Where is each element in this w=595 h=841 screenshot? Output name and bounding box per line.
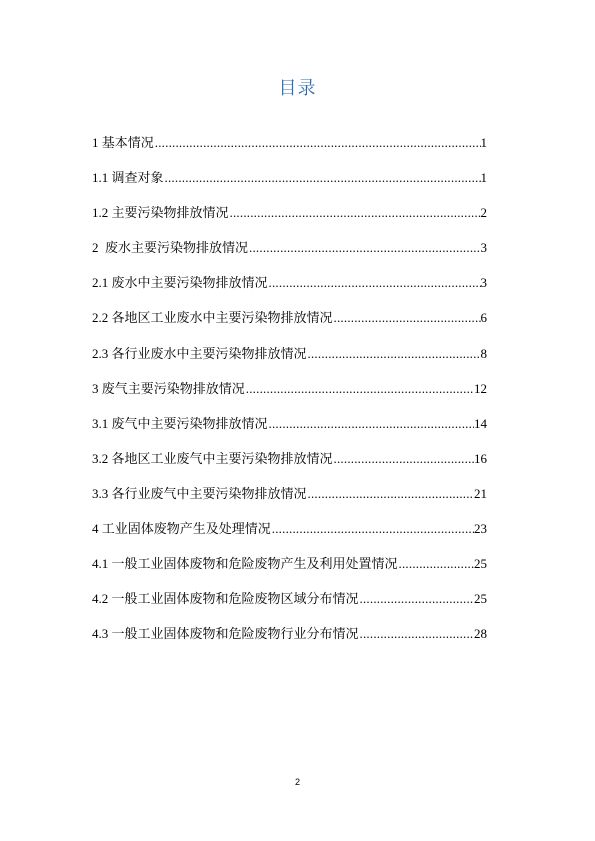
- toc-entry[interactable]: [92, 415, 487, 450]
- toc-entry[interactable]: [92, 485, 487, 520]
- page-title: 目录: [278, 78, 317, 98]
- dot-leader: [248, 239, 480, 257]
- toc-entry[interactable]: [92, 380, 487, 415]
- toc-entry[interactable]: [92, 520, 487, 555]
- toc-entry-page: 28: [474, 626, 487, 642]
- toc-entry-title: 2 废水主要污染物排放情况: [92, 240, 249, 256]
- page-number: 2: [294, 777, 300, 787]
- toc-entry-title: 2.1 废水中主要污染物排放情况: [92, 275, 268, 291]
- toc-entry-title: 4.3 一般工业固体废物和危险废物行业分布情况: [92, 626, 359, 642]
- dot-leader: [164, 169, 481, 187]
- dot-leader: [245, 380, 474, 398]
- toc-entry-page: 23: [474, 521, 487, 537]
- toc-entry-title: 4 工业固体废物产生及处理情况: [92, 521, 271, 537]
- toc-entry[interactable]: [92, 274, 487, 309]
- toc-entry-title: 3 废气主要污染物排放情况: [92, 380, 245, 396]
- dot-leader: [333, 309, 481, 327]
- toc-entry-title: 2.3 各行业废水中主要污染物排放情况: [92, 345, 307, 361]
- toc-entry[interactable]: [92, 309, 487, 344]
- toc-entry-page: 1: [480, 170, 487, 186]
- dot-leader: [359, 625, 474, 643]
- toc-entry[interactable]: [92, 239, 487, 274]
- toc-entry[interactable]: [92, 204, 487, 239]
- toc-entry-page: 12: [474, 380, 487, 396]
- toc-entry[interactable]: [92, 450, 487, 485]
- toc-entry[interactable]: [92, 625, 487, 660]
- dot-leader: [398, 555, 474, 573]
- toc-entry[interactable]: [92, 345, 487, 380]
- toc-entry[interactable]: [92, 555, 487, 590]
- toc-entry-page: 1: [480, 135, 487, 150]
- toc-entry-page: 14: [474, 415, 487, 431]
- toc-entry-title: 4.1 一般工业固体废物和危险废物产生及利用处置情况: [92, 556, 398, 572]
- dot-leader: [307, 345, 481, 363]
- toc-entry[interactable]: [92, 134, 487, 169]
- toc-entry[interactable]: [92, 169, 487, 204]
- toc-entry[interactable]: [92, 590, 487, 625]
- toc-entry-title: 2.2 各地区工业废水中主要污染物排放情况: [92, 310, 333, 326]
- toc-entry-page: 2: [480, 205, 487, 221]
- toc-entry-page: 3: [480, 275, 487, 291]
- toc-entry-title: 4.2 一般工业固体废物和危险废物区域分布情况: [92, 591, 359, 607]
- toc-entry-page: 25: [474, 591, 487, 607]
- toc-entry-page: 8: [480, 345, 487, 361]
- toc-entry-title: 3.1 废气中主要污染物排放情况: [92, 415, 268, 431]
- toc-entry-page: 16: [474, 450, 487, 466]
- toc-entry-page: 21: [474, 485, 487, 501]
- toc-entry-title: 3.3 各行业废气中主要污染物排放情况: [92, 485, 307, 501]
- toc-entry-title: 1.1 调查对象: [92, 170, 164, 186]
- dot-leader: [271, 520, 474, 538]
- dot-leader: [333, 450, 474, 468]
- dot-leader: [229, 204, 481, 222]
- dot-leader: [359, 590, 474, 608]
- toc-entry-title: 1.2 主要污染物排放情况: [92, 205, 229, 221]
- toc-entry-title: 1 基本情况: [92, 135, 154, 150]
- toc-entry-page: 3: [480, 240, 487, 256]
- toc-entry-page: 6: [480, 310, 487, 326]
- dot-leader: [268, 274, 481, 292]
- dot-leader: [268, 415, 474, 433]
- dot-leader: [307, 485, 474, 503]
- table-of-contents: [92, 134, 487, 660]
- toc-entry-page: 25: [474, 556, 487, 572]
- dot-leader: [154, 134, 481, 152]
- toc-entry-title: 3.2 各地区工业废气中主要污染物排放情况: [92, 450, 333, 466]
